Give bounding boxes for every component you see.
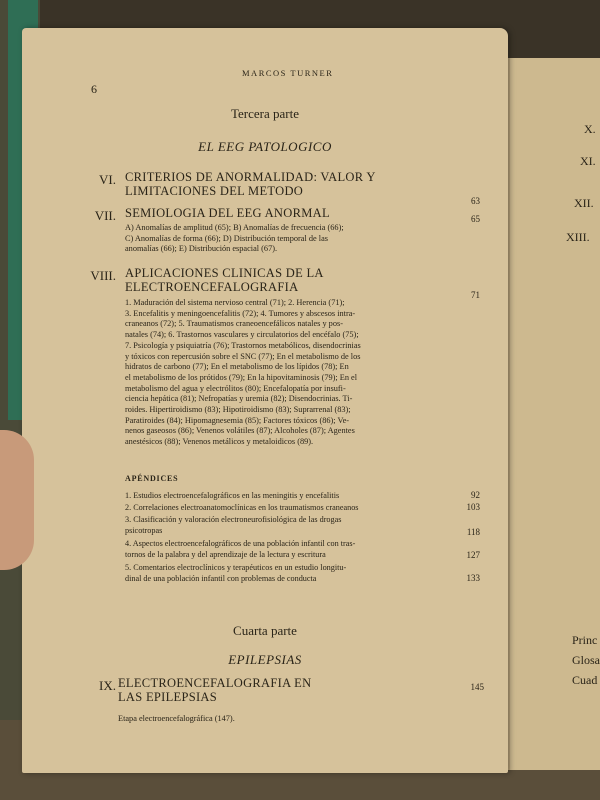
body-line: y tóxicos con repercusión sobre el SNC (77); En el metabolismo de los bbox=[125, 351, 361, 361]
body-line: ciencia hepática (81); Nefropatías y uremia (82); Disendocrinias. Ti- bbox=[125, 394, 353, 404]
body-line: anomalías (66); E) Distribución espacial (67). bbox=[125, 244, 278, 254]
chapter-number: IX. bbox=[99, 678, 116, 693]
right-page-numeral: XIII. bbox=[566, 230, 590, 244]
body-line: Paratiroides (84); Hipomagnesemia (85); Factores tóxicos (86); Ve- bbox=[125, 415, 350, 425]
appendix-line: 4. Aspectos electroencefalográficos de una población infantil con tras- bbox=[125, 539, 356, 548]
chapter-page: 145 bbox=[470, 682, 484, 692]
appendix-item bbox=[125, 503, 451, 514]
body-line: nenos gaseosos (86); Venenos volátiles (87); Alcoholes (87); Agentes bbox=[125, 426, 355, 436]
right-page-numeral: XII. bbox=[574, 196, 594, 210]
chapter-title-line: LIMITACIONES DEL METODO bbox=[125, 184, 304, 198]
chapter-page: 71 bbox=[471, 290, 480, 300]
appendix-item bbox=[125, 515, 451, 536]
body-line: natales (74); 6. Trastornos vasculares y circulatorios del encéfalo (75); bbox=[125, 330, 359, 340]
appendix-line: 5. Comentarios electroclínicos y terapéuticos en un estudio longitu- bbox=[125, 563, 347, 572]
appendix-line: 2. Correlaciones electroanatomoclínicas en los traumatismos craneanos bbox=[125, 503, 359, 512]
appendix-line: 1. Estudios electroencefalográficos en las meningitis y encefalitis bbox=[125, 491, 340, 500]
right-page bbox=[508, 58, 600, 770]
appendix-item bbox=[125, 491, 451, 502]
right-page-word: Princ bbox=[572, 633, 598, 647]
appendix-line: tornos de la palabra y del aprendizaje de la lectura y escritura bbox=[125, 549, 326, 559]
chapter-title-line: ELECTROENCEFALOGRAFIA EN bbox=[118, 676, 312, 690]
body-line: roides. Hipertiroidismo (83); Hipotiroidismo (83); Suprarrenal (83); bbox=[125, 405, 351, 415]
chapter-body bbox=[125, 298, 453, 448]
body-line: 1. Maduración del sistema nervioso central (71); 2. Herencia (71); bbox=[125, 298, 345, 307]
right-page-word: Cuad bbox=[572, 673, 598, 687]
chapter-title-line: CRITERIOS DE ANORMALIDAD: VALOR Y bbox=[125, 170, 376, 184]
body-line: C) Anomalías de forma (66); D) Distribución temporal de las bbox=[125, 233, 328, 243]
chapter-title-line: APLICACIONES CLINICAS DE LA bbox=[125, 266, 324, 280]
chapter-title-line: ELECTROENCEFALOGRAFIA bbox=[125, 280, 299, 294]
appendix-page: 92 bbox=[471, 490, 480, 500]
appendix-page: 127 bbox=[466, 550, 480, 560]
right-page-word: Glosa bbox=[572, 653, 600, 667]
chapter-title bbox=[118, 676, 311, 704]
page-number: 6 bbox=[91, 82, 97, 96]
appendix-line: psicotropas bbox=[125, 525, 163, 535]
chapter-body: Etapa electroencefalográfica (147). bbox=[118, 714, 235, 723]
part-title: Cuarta parte bbox=[233, 623, 297, 638]
body-line: 7. Psicología y psiquiatría (76); Trastornos metabólicos, disendocrinias bbox=[125, 340, 361, 350]
appendices-heading: APÉNDICES bbox=[125, 474, 179, 483]
chapter-title bbox=[125, 266, 324, 294]
chapter-title: SEMIOLOGIA DEL EEG ANORMAL bbox=[125, 206, 330, 220]
body-line: craneanos (72); 5. Traumatismos craneoencefálicos natales y pos- bbox=[125, 319, 343, 329]
body-line: metabolismo del agua y electrólitos (80); Encefalopatía por insufi- bbox=[125, 383, 346, 393]
body-line: A) Anomalías de amplitud (65); B) Anomalías de frecuencia (66); bbox=[125, 223, 344, 232]
chapter-page: 65 bbox=[471, 214, 480, 224]
appendix-item bbox=[125, 563, 451, 584]
chapter-page: 63 bbox=[471, 196, 480, 206]
right-page-numeral: X. bbox=[584, 122, 596, 136]
body-line: 3. Encefalitis y meningoencefalitis (72); 4. Tumores y abscesos intra- bbox=[125, 308, 356, 318]
chapter-number: VII. bbox=[94, 208, 116, 223]
chapter-number: VI. bbox=[99, 172, 116, 187]
chapter-number: VIII. bbox=[90, 268, 116, 283]
chapter-body bbox=[125, 223, 451, 255]
right-page-numeral: XI. bbox=[580, 154, 596, 168]
appendix-page: 133 bbox=[466, 573, 480, 583]
body-line: hidratos de carbono (77); En el metabolismo de los lípidos (78); En bbox=[125, 362, 349, 372]
chapter-title-line: LAS EPILEPSIAS bbox=[118, 690, 218, 704]
body-line: anestésicos (88); Venenos metálicos y metaloidicos (89). bbox=[125, 437, 314, 447]
running-head: MARCOS TURNER bbox=[242, 68, 334, 78]
appendix-page: 103 bbox=[466, 502, 480, 512]
book-page bbox=[22, 28, 508, 773]
appendix-line: 3. Clasificación y valoración electroneurofisiológica de las drogas bbox=[125, 515, 342, 524]
part-subtitle: EPILEPSIAS bbox=[228, 652, 302, 667]
part-subtitle: EL EEG PATOLOGICO bbox=[198, 139, 332, 154]
part-title: Tercera parte bbox=[230, 106, 299, 121]
appendix-page: 118 bbox=[466, 527, 480, 537]
chapter-title bbox=[125, 170, 376, 198]
appendix-line: dinal de una población infantil con problemas de conducta bbox=[125, 573, 317, 583]
appendix-item bbox=[125, 539, 451, 560]
body-line: el metabolismo de los prótidos (79); En la hipovitaminosis (79); En el bbox=[125, 372, 358, 382]
thumb bbox=[0, 430, 34, 570]
